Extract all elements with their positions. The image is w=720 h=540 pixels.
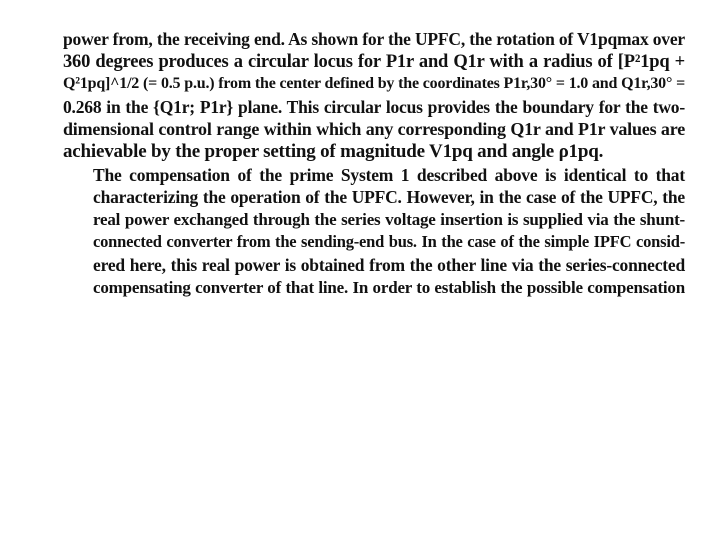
paragraph-2 <box>63 164 685 300</box>
text-line: connected converter from the sending-end bus. In the case of the simple IPFC consid- <box>93 232 685 252</box>
paragraph-1 <box>63 28 685 164</box>
text-line: The compensation of the prime System 1 described above is identical to that <box>93 164 685 185</box>
text-line: 0.268 in the {Q1r; P1r} plane. This circular locus provides the boundary for the two- <box>63 96 685 117</box>
text-line: compensating converter of that line. In order to establish the possible compensation <box>93 277 685 297</box>
scanned-text-block <box>63 28 685 299</box>
text-line: 360 degrees produces a circular locus for P1r and Q1r with a radius of [P²1pq + <box>63 51 685 72</box>
text-line: characterizing the operation of the UPFC. However, in the case of the UPFC, the <box>93 187 685 208</box>
text-line: real power exchanged through the series voltage insertion is supplied via the shunt- <box>93 209 685 229</box>
text-line: ered here, this real power is obtained from the other line via the series-connected <box>93 254 685 275</box>
text-line: power from, the receiving end. As shown for the UPFC, the rotation of V1pqmax over <box>63 29 685 49</box>
text-line: achievable by the proper setting of magnitude V1pq and angle ρ1pq. <box>63 140 604 162</box>
text-line: dimensional control range within which any corresponding Q1r and P1r values are <box>63 119 685 140</box>
text-line: Q²1pq]^1/2 (= 0.5 p.u.) from the center defined by the coordinates P1r,30° = 1.0 and Q1r,30° = <box>63 75 685 93</box>
